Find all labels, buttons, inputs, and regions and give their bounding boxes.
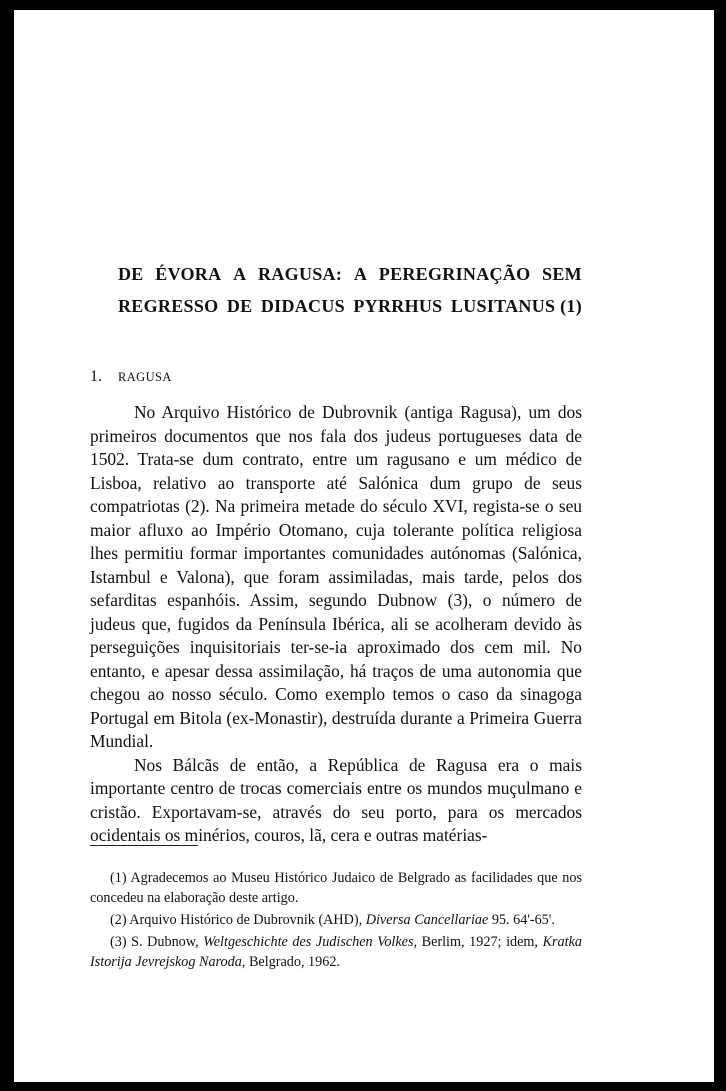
- footnote-italic: Diversa Cancellariae: [365, 912, 489, 928]
- title-word: DIDACUS: [260, 296, 345, 316]
- article-title-line-2: [118, 296, 582, 317]
- footnote-2: [90, 910, 582, 930]
- title-word: A: [353, 264, 368, 284]
- section-heading: [90, 368, 172, 386]
- footnote-text: (3) S. Dubnow,: [110, 934, 204, 950]
- title-word: DE: [118, 264, 144, 284]
- paragraph: No Arquivo Histórico de Dubrovnik (antiga Ragusa), um dos primeiros documentos que nos fala dos judeus portugueses data de 1502. Trata-se dum contrato, entre um ragusano e um médico de Lisboa, relativo ao transporte até Salónica dum grupo de seus compatriotas (2). Na primeira metade do século XVI, regista-se o seu maior afluxo ao Império Otomano, cuja tolerante política religiosa lhes permitiu formar importantes comunidades autónomas (Salónica, Istambul e Valona), que foram assimiladas, mais tarde, pelos dos sefarditas espanhóis. Assim, segundo Dubnow (3), o número de judeus que, fugidos da Península Ibérica, ali se acolheram devido às perseguições inquisitoriais ter-se-ia aproximado dos cem mil. No entanto, e apesar dessa assimilação, há traços de uma autonomia que chegou ao nosso século. Como exemplo temos o caso da sinagoga Portugal em Bitola (ex-Monastir), destruída durante a Primeira Guerra Mundial.: [90, 402, 582, 751]
- paragraph: Nos Bálcãs de então, a República de Ragusa era o mais importante centro de trocas comerciais entre os mundos muçulmano e cristão. Exportavam-se, através do seu porto, para os mercados ocidentais os minérios, couros, lã, cera e outras matérias-: [90, 754, 582, 845]
- section-label: RAGUSA: [118, 370, 172, 384]
- title-word: SEM: [542, 264, 582, 284]
- footnote-text: Berlim, 1927; idem,: [417, 934, 543, 950]
- footnote-italic: Kratka Istorija Jevrejskog Naroda,: [90, 934, 582, 970]
- footnote-1: (1) Agradecemos ao Museu Histórico Judaico de Belgrado as facilidades que nos concedeu na elaboração deste artigo.: [90, 870, 582, 906]
- title-word: PEREGRINAÇÃO: [378, 264, 531, 284]
- footnote-text: 95. 64'-65'.: [488, 912, 555, 928]
- footnotes: [90, 868, 582, 974]
- section-number: 1.: [90, 368, 102, 385]
- title-word: DE: [226, 296, 253, 316]
- footnote-3: [90, 932, 582, 972]
- title-word: REGRESSO: [118, 296, 219, 316]
- title-word: ÉVORA: [155, 264, 222, 284]
- footnote-italic: Weltgeschichte des Judischen Volkes,: [203, 934, 418, 950]
- title-word: PYRRHUS: [353, 296, 443, 316]
- article-title-line-1: [118, 264, 582, 285]
- footnote-divider: [90, 845, 198, 846]
- document-page: [14, 10, 714, 1082]
- title-word: RAGUSA:: [258, 264, 343, 284]
- title-word: A: [233, 264, 247, 284]
- footnote-text: (2) Arquivo Histórico de Dubrovnik (AHD),: [110, 912, 366, 928]
- footnote-text: Belgrado, 1962.: [245, 954, 340, 970]
- title-word: LUSITANUS (1): [450, 296, 582, 316]
- body-text: [90, 401, 582, 848]
